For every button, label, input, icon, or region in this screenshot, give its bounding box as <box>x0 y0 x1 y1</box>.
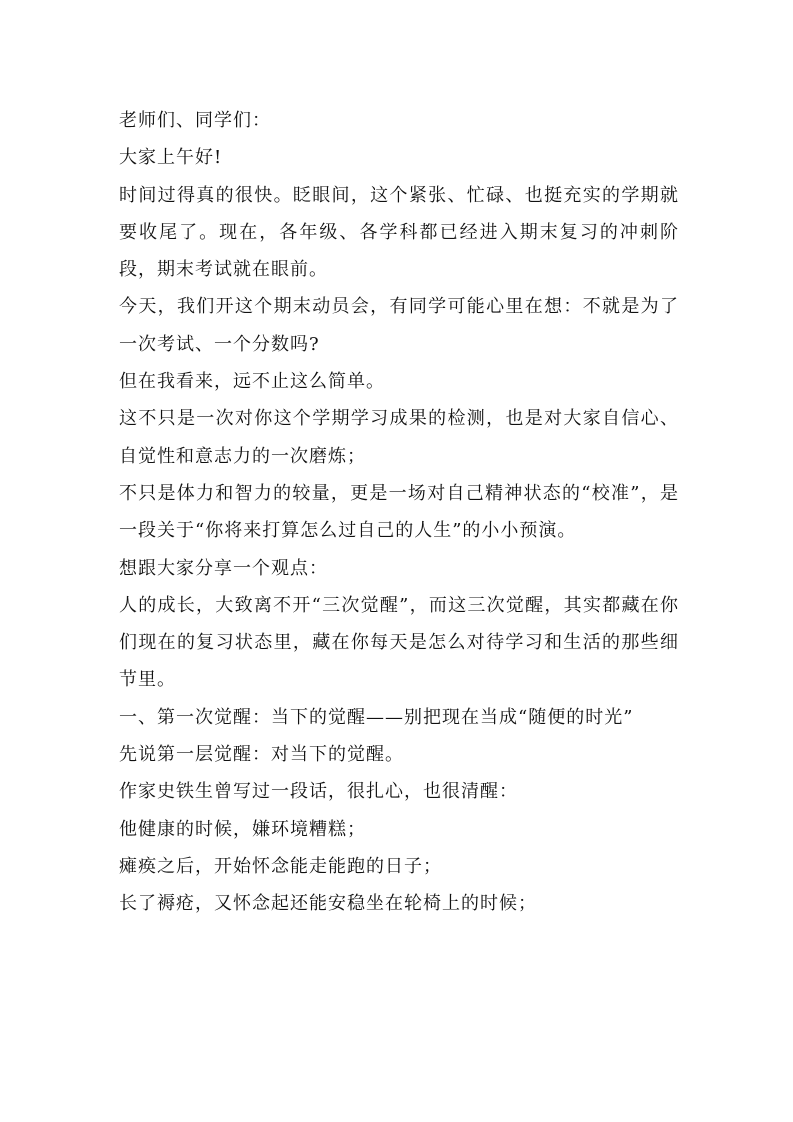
document-body <box>119 102 679 923</box>
paragraph: 作家史铁生曾写过一段话，很扎心，也很清醒： <box>119 781 518 803</box>
paragraph: 想跟大家分享一个观点： <box>119 557 328 579</box>
paragraph: 今天，我们开这个期末动员会，有同学可能心里在想：不就是为了一次考试、一个分数吗? <box>119 296 679 355</box>
paragraph: 瘫痪之后，开始怀念能走能跑的日子； <box>119 855 442 877</box>
paragraph: 他健康的时候，嫌环境糟糕； <box>119 818 366 840</box>
paragraph: 长了褥疮，又怀念起还能安稳坐在轮椅上的时候； <box>119 893 537 915</box>
paragraph: 时间过得真的很快。眨眼间，这个紧张、忙碌、也挺充实的学期就要收尾了。现在，各年级、各学科都已经进入期末复习的冲刺阶段，期末考试就在眼前。 <box>119 184 679 281</box>
paragraph: 这不只是一次对你这个学期学习成果的检测，也是对大家自信心、自觉性和意志力的一次磨炼； <box>119 408 679 467</box>
paragraph: 不只是体力和智力的较量，更是一场对自己精神状态的“校准”，是一段关于“你将来打算怎么过自己的人生”的小小预演。 <box>119 482 679 542</box>
paragraph: 但在我看来，远不止这么简单。 <box>119 371 385 393</box>
salutation-line: 大家上午好! <box>119 147 223 169</box>
paragraph: 人的成长，大致离不开“三次觉醒”，而这三次觉醒，其实都藏在你们现在的复习状态里，藏在你每天是怎么对待学习和生活的那些细节里。 <box>119 594 679 691</box>
greeting-line: 老师们、同学们： <box>119 110 271 131</box>
paragraph: 先说第一层觉醒：对当下的觉醒。 <box>119 744 404 766</box>
section-heading: 一、第一次觉醒：当下的觉醒——别把现在当成“随便的时光” <box>119 706 634 728</box>
